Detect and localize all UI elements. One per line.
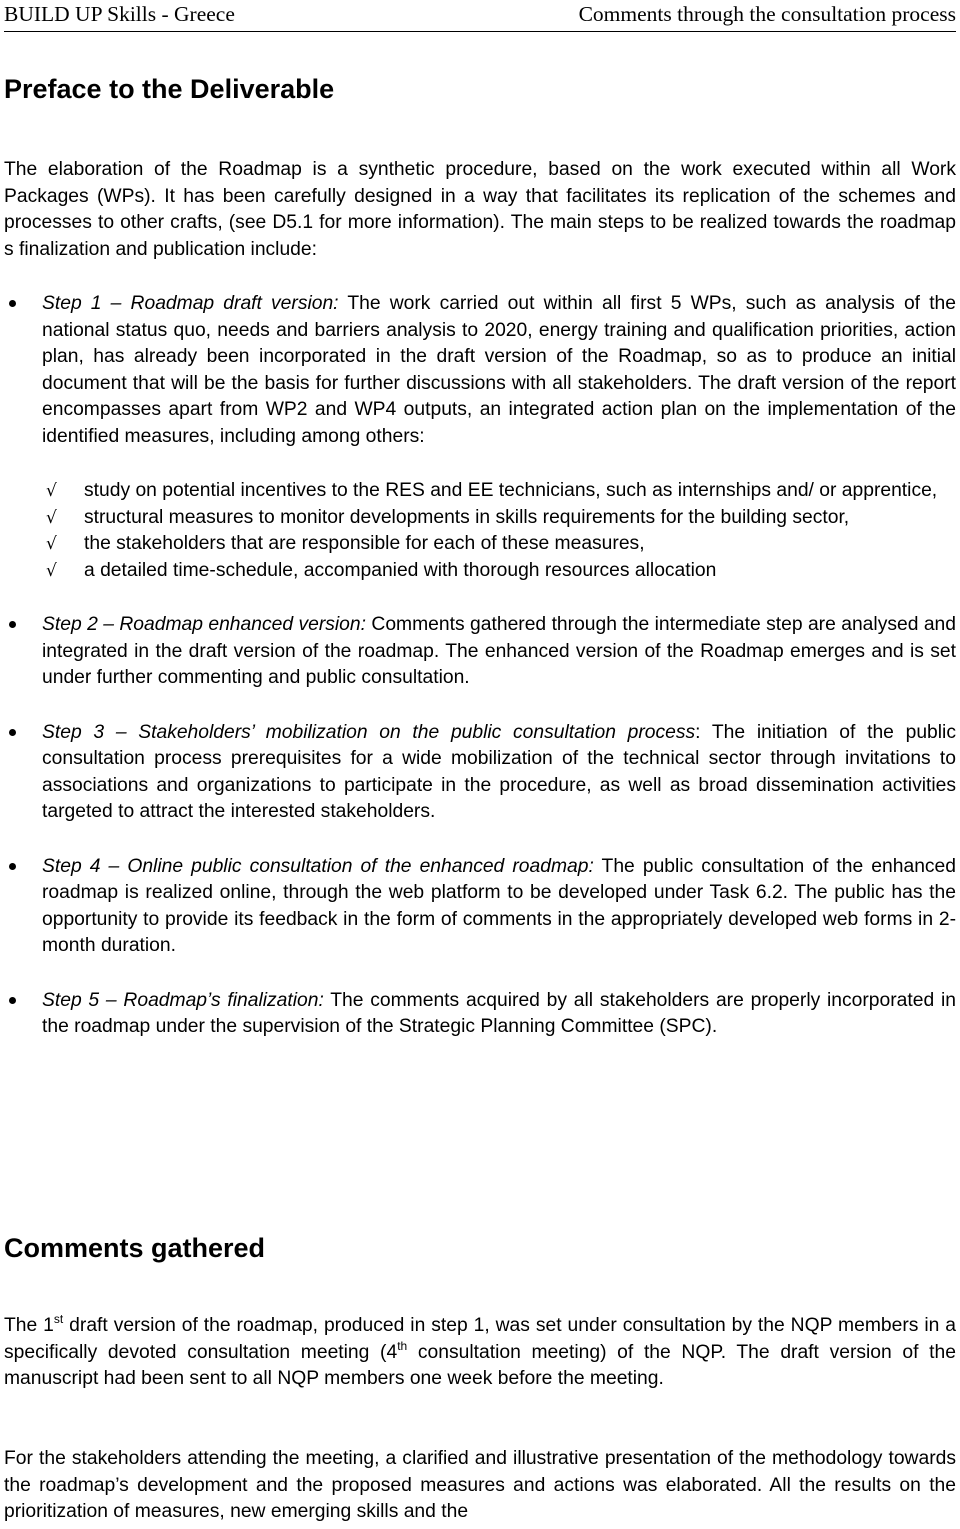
step-text: The public consultation of the enhanced roadmap is realized online, through the web platform to be developed under Task 6.2. The public has the opportunity to provide its feedback in the form of comments in the appropriately developed web forms in 2-month duration. xyxy=(42,855,957,956)
check-icon: √ xyxy=(46,560,57,581)
step-text: : The initiation of the public consultation process prerequisites for a wide mobilization of the technical sector through invitations to associations and organizations to participate in the procedure, as well as broad dissemination activities targeted to attract the interested stakeholders. xyxy=(42,721,956,822)
step-text: Comments gathered through the intermediate step are analysed and integrated in the draft version of the roadmap. The enhanced version of the Roadmap emerges and is set under further commenting and public consultation. xyxy=(42,614,957,688)
sublist-item xyxy=(46,558,956,585)
sublist-item xyxy=(46,531,956,558)
step-lead: Step 4 – Online public consultation of the enhanced roadmap: xyxy=(42,855,594,877)
check-icon: √ xyxy=(46,534,57,554)
measures-sublist xyxy=(42,478,956,584)
sublist-item-text: a detailed time-schedule, accompanied with thorough resources allocation xyxy=(84,559,717,581)
sublist-item-text: structural measures to monitor developments in skills requirements for the building sector, xyxy=(84,506,850,528)
comments-paragraph-1 xyxy=(4,1313,956,1393)
section-heading-comments: Comments gathered xyxy=(4,1233,266,1263)
page-header xyxy=(4,0,956,32)
superscript: th xyxy=(397,1338,408,1353)
header-right-title: Comments through the consultation process xyxy=(578,2,956,26)
step-item-1 xyxy=(0,291,960,584)
intro-paragraph: The elaboration of the Roadmap is a synthetic procedure, based on the work executed within all Work Packages (WPs). It has been carefully designed in a way that facilitates its replication of the schemes and processes to other crafts, (see D5.1 for more information). The main steps to be realized towards the roadmap s finalization and publication include: xyxy=(4,159,956,260)
bullet-icon xyxy=(9,621,16,628)
check-icon: √ xyxy=(46,507,57,528)
step-item-3 xyxy=(0,720,960,826)
step-lead: Step 3 – Stakeholders’ mobilization on the public consultation process xyxy=(42,721,696,743)
step-item-5 xyxy=(0,988,960,1041)
text-run: consultation meeting) of the NQP. The draft version of the manuscript had been sent to all NQP members one week before the meeting. xyxy=(4,1341,956,1389)
bullet-icon xyxy=(9,300,16,307)
steps-list xyxy=(0,291,960,1069)
section-heading-preface: Preface to the Deliverable xyxy=(4,74,335,104)
bullet-icon xyxy=(9,863,16,870)
bullet-icon xyxy=(9,997,16,1004)
check-icon: √ xyxy=(46,481,57,501)
step-item-2 xyxy=(0,612,960,692)
text-run: draft version of the roadmap, produced in step 1, was set under consultation by the NQP members in a specifically devoted consultation meeting (4 xyxy=(4,1315,956,1363)
step-lead: Step 2 – Roadmap enhanced version: xyxy=(42,614,366,635)
step-lead: Step 5 – Roadmap’s finalization: xyxy=(42,989,324,1011)
sublist-item xyxy=(46,505,956,532)
step-lead: Step 1 – Roadmap draft version: xyxy=(42,293,339,314)
bullet-icon xyxy=(9,729,16,736)
step-text: The work carried out within all first 5 WPs, such as analysis of the national status quo, needs and barriers analysis to 2020, energy training and qualification priorities, action plan, has already been incorporated in the draft version of the Roadmap, so as to produce an initial document that will be the basis for further discussions with all stakeholders. The draft version of the report encompasses apart from WP2 and WP4 outputs, an integrated action plan on the implementation of the identified measures, including among others: xyxy=(42,293,956,447)
sublist-item xyxy=(46,478,956,505)
text-run: The 1 xyxy=(4,1315,54,1336)
step-item-4 xyxy=(0,854,960,960)
sublist-item-text: the stakeholders that are responsible for each of these measures, xyxy=(84,533,645,554)
superscript: st xyxy=(53,1312,64,1326)
sublist-item-text: study on potential incentives to the RES and EE technicians, such as internships and/ or apprentice, xyxy=(84,480,938,501)
header-left-title: BUILD UP Skills - Greece xyxy=(4,2,235,26)
comments-paragraph-2: For the stakeholders attending the meeting, a clarified and illustrative presentation of the methodology towards the roadmap’s development and the proposed measures and actions was elaborated. All the results on the prioritization of measures, new emerging skills and the xyxy=(4,1448,956,1522)
step-text: The comments acquired by all stakeholders are properly incorporated in the roadmap under the supervision of the Strategic Planning Committee (SPC). xyxy=(42,989,956,1037)
